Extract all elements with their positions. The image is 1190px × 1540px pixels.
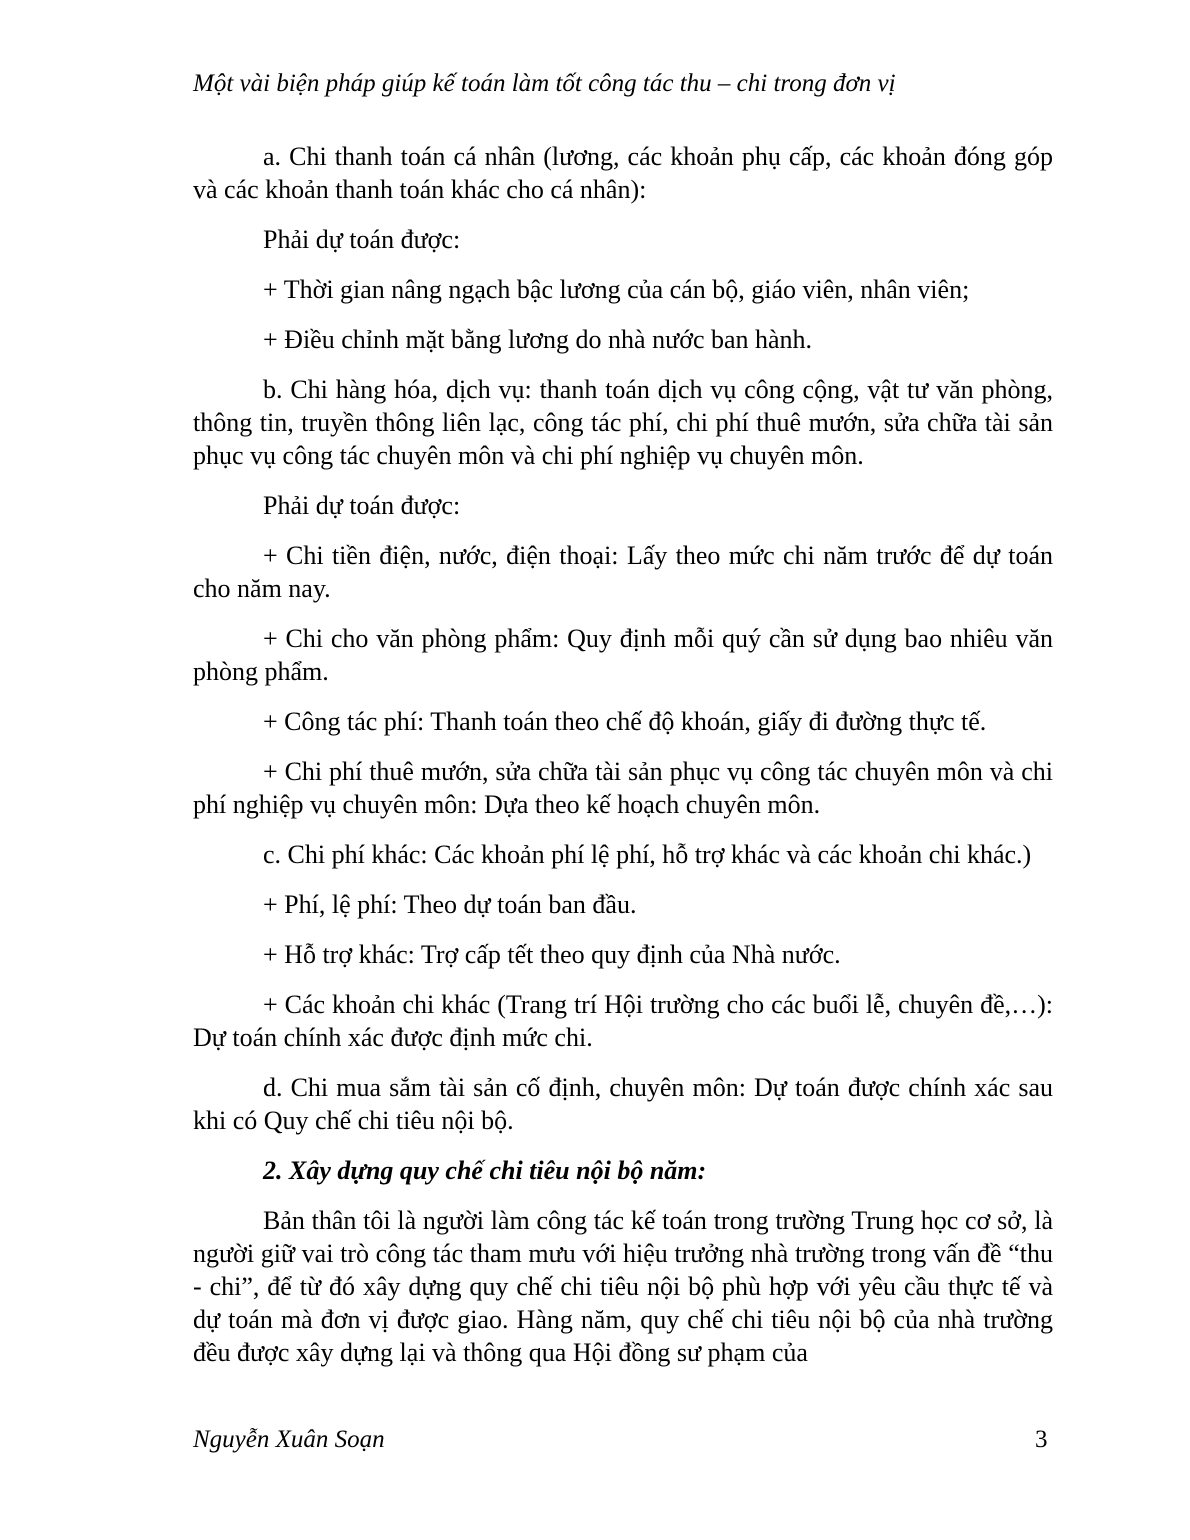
paragraph-c: c. Chi phí khác: Các khoản phí lệ phí, hỗ trợ khác và các khoản chi khác.) [263,840,1032,869]
list-item: + Điều chỉnh mặt bằng lương do nhà nước ban hành. [263,325,813,354]
list-item: + Thời gian nâng ngạch bậc lương của cán bộ, giáo viên, nhân viên; [263,275,970,304]
footer-author: Nguyễn Xuân Soạn [193,1426,385,1453]
list-item: + Phí, lệ phí: Theo dự toán ban đầu. [263,890,637,919]
page-number: 3 [1035,1426,1048,1453]
section-heading: 2. Xây dựng quy chế chi tiêu nội bộ năm: [263,1156,707,1185]
list-item: + Chi phí thuê mướn, sửa chữa tài sản phục vụ công tác chuyên môn và chi phí nghiệp vụ chuyên môn: Dựa theo kế hoạch chuyên môn. [193,757,1053,819]
page-header-title: Một vài biện pháp giúp kế toán làm tốt công tác thu – chi trong đơn vị [193,70,896,97]
list-item: + Chi tiền điện, nước, điện thoại: Lấy theo mức chi năm trước để dự toán cho năm nay. [193,541,1053,603]
paragraph: Bản thân tôi là người làm công tác kế toán trong trường Trung học cơ sở, là người giữ vai trò công tác tham mưu với hiệu trưởng nhà trường trong vấn đề “thu - chi”, để từ đó xây dựng quy chế chi tiêu nội bộ phù hợp với yêu cầu thực tế và dự toán mà đơn vị được giao. Hàng năm, quy chế chi tiêu nội bộ của nhà trường đều được xây dựng lại và thông qua Hội đồng sư phạm của [193,1206,1053,1367]
paragraph: Phải dự toán được: [263,491,461,520]
list-item: + Hỗ trợ khác: Trợ cấp tết theo quy định của Nhà nước. [263,940,841,969]
paragraph: Phải dự toán được: [263,225,461,254]
document-body [193,140,1053,1369]
list-item: + Chi cho văn phòng phẩm: Quy định mỗi quý cần sử dụng bao nhiêu văn phòng phẩm. [193,624,1053,686]
list-item: + Các khoản chi khác (Trang trí Hội trường cho các buổi lễ, chuyên đề,…): Dự toán chính xác được định mức chi. [193,990,1053,1052]
paragraph-a: a. Chi thanh toán cá nhân (lương, các khoản phụ cấp, các khoản đóng góp và các khoản thanh toán khác cho cá nhân): [193,142,1053,204]
paragraph-b: b. Chi hàng hóa, dịch vụ: thanh toán dịch vụ công cộng, vật tư văn phòng, thông tin, truyền thông liên lạc, công tác phí, chi phí thuê mướn, sửa chữa tài sản phục vụ công tác chuyên môn và chi phí nghiệp vụ chuyên môn. [193,375,1053,470]
paragraph-d: d. Chi mua sắm tài sản cố định, chuyên môn: Dự toán được chính xác sau khi có Quy chế chi tiêu nội bộ. [193,1073,1053,1135]
list-item: + Công tác phí: Thanh toán theo chế độ khoán, giấy đi đường thực tế. [263,707,987,736]
